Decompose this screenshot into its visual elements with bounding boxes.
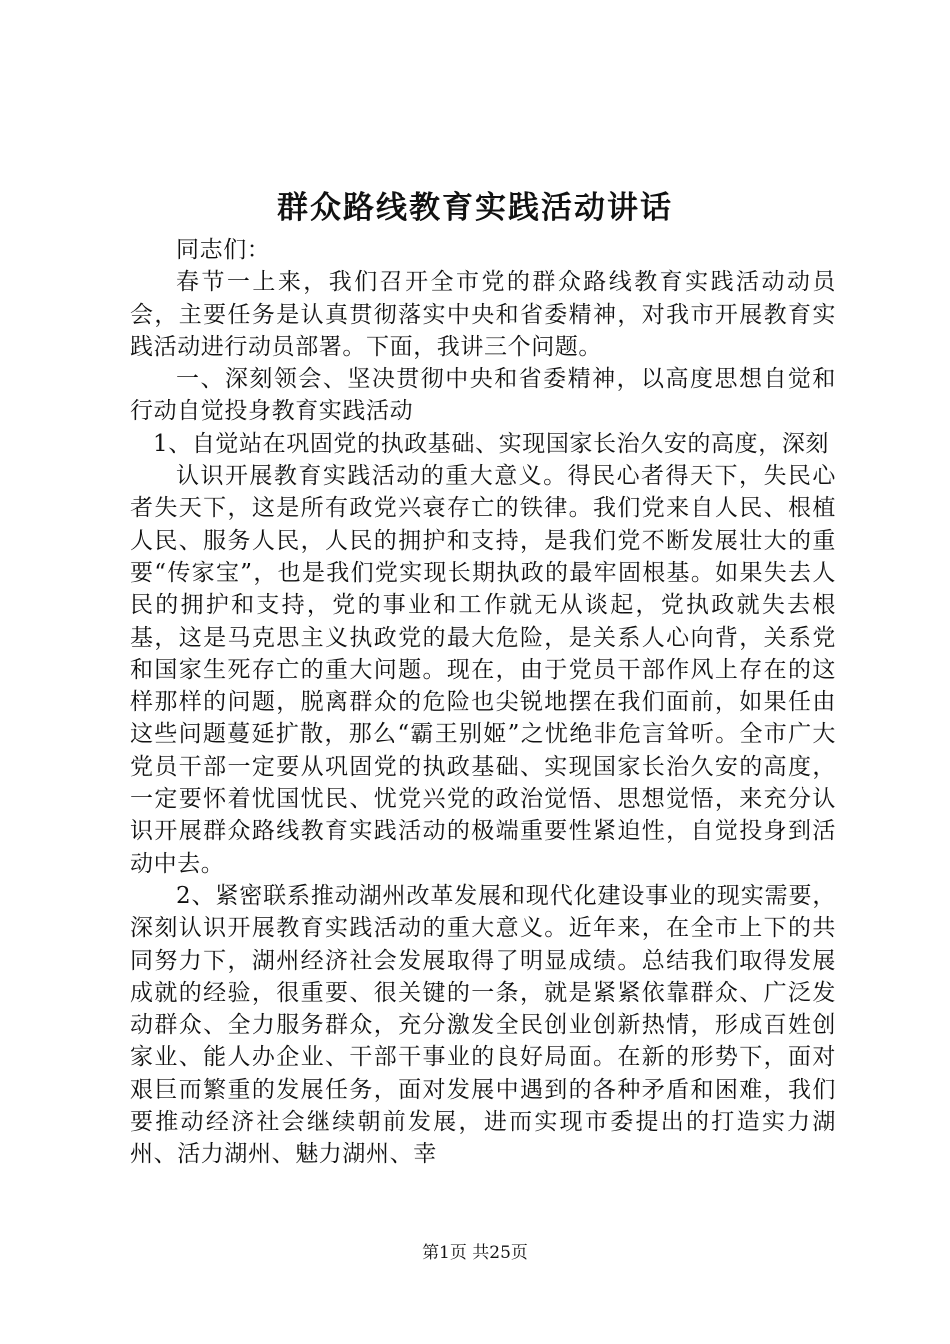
section-heading-1: 一、深刻领会、坚决贯彻中央和省委精神，以高度思想自觉和行动自觉投身教育实践活动 [130, 366, 836, 425]
subsection-heading-1: 1、自觉站在巩固党的执政基础、实现国家长治久安的高度，深刻 [153, 430, 830, 457]
intro-paragraph: 春节一上来，我们召开全市党的群众路线教育实践活动动员会，主要任务是认真贯彻落实中央和省委精神，对我市开展教育实践活动进行动员部署。下面，我讲三个问题。 [130, 269, 836, 360]
document-body [130, 234, 836, 1171]
salutation-paragraph: 同志们： [176, 237, 271, 263]
body-paragraph-1: 认识开展教育实践活动的重大意义。得民心者得天下，失民心者失天下，这是所有政党兴衰存亡的铁律。我们党来自人民、根植人民、服务人民，人民的拥护和支持，是我们党不断发展壮大的重要“传家宝”，也是我们党实现长期执政的最牢固根基。如果失去人民的拥护和支持，党的事业和工作就无从谈起，党执政就失去根基，这是马克思主义执政党的最大危险，是关系人心向背，关系党和国家生死存亡的重大问题。现在，由于党员干部作风上存在的这样那样的问题，脱离群众的危险也尖锐地摆在我们面前，如果任由这些问题蔓延扩散，那么“霸王别姬”之忧绝非危言耸听。全市广大党员干部一定要从巩固党的执政基础、实现国家长治久安的高度，一定要怀着忧国忧民、忧党兴党的政治觉悟、思想觉悟，来充分认识开展群众路线教育实践活动的极端重要性紧迫性，自觉投身到活动中去。 [130, 463, 836, 877]
document-title: 群众路线教育实践活动讲话 [277, 190, 673, 226]
body-paragraph-2: 2、紧密联系推动湖州改革发展和现代化建设事业的现实需要，深刻认识开展教育实践活动的重大意义。近年来，在全市上下的共同努力下，湖州经济社会发展取得了明显成绩。总结我们取得发展成就的经验，很重要、很关键的一条，就是紧紧依靠群众、广泛发动群众、全力服务群众，充分激发全民创业创新热情，形成百姓创家业、能人办企业、干部干事业的良好局面。在新的形势下，面对艰巨而繁重的发展任务，面对发展中遇到的各种矛盾和困难，我们要推动经济社会继续朝前发展，进而实现市委提出的打造实力湖州、活力湖州、魅力湖州、幸 [130, 882, 836, 1168]
page-number-footer: 第1页 共25页 [422, 1243, 528, 1263]
